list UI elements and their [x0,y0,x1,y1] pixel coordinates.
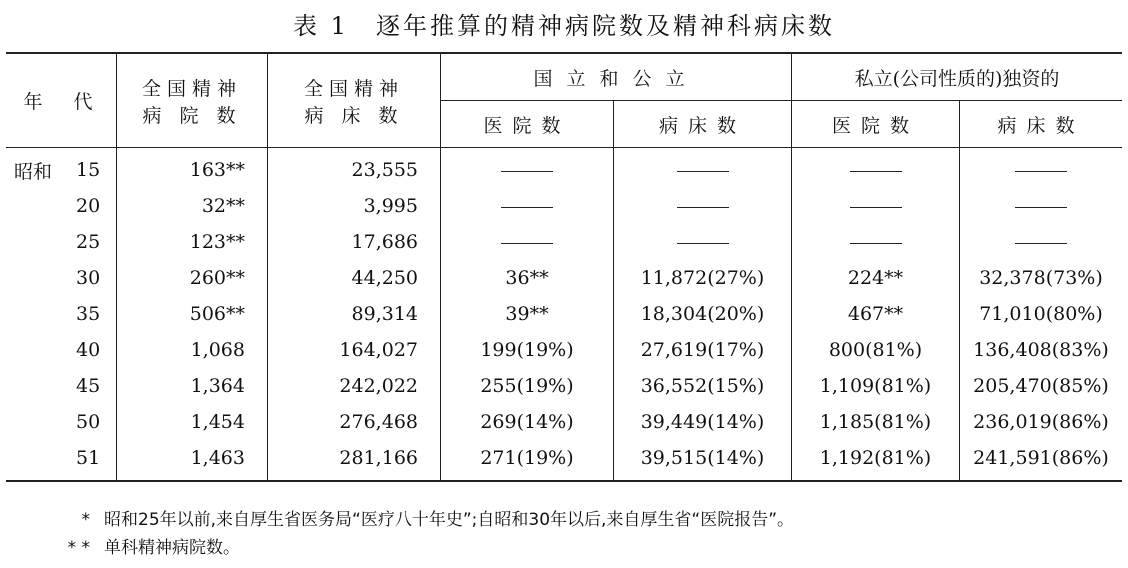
cell-beds-total: 164,027 [268,332,441,368]
cell-private-beds: 32,378(73%) [960,260,1123,296]
cell-hospitals-total: 260** [117,260,268,296]
header-year [6,53,117,148]
table-row [6,368,1122,404]
cell-hospitals-total: 1,364 [117,368,268,404]
cell-hospitals-total: 123** [117,224,268,260]
cell-public-beds: 39,515(14%) [614,440,792,481]
header-beds-total [268,53,441,148]
header-public-group: 国立和公立 [441,53,792,101]
cell-year: 15 [76,159,101,181]
cell-era [6,260,76,296]
cell-beds-total: 44,250 [268,260,441,296]
table-row [6,440,1122,481]
cell-beds-total: 281,166 [268,440,441,481]
footnote-1-text: 昭和25年以前,来自厚生省医务局“医疗八十年史”;自昭和30年以后,来自厚生省“医院报告”。 [104,510,795,530]
cell-private-beds: 241,591(86%) [960,440,1123,481]
cell-hospitals-total: 506** [117,296,268,332]
cell-era: 昭和 [14,160,53,183]
cell-public-beds [614,188,792,224]
cell-public-hospitals [441,188,614,224]
cell-beds-total: 23,555 [268,148,441,189]
footnote-2 [0,534,1128,562]
cell-public-hospitals: 269(14%) [441,404,614,440]
cell-public-beds: 36,552(15%) [614,368,792,404]
dash-mark [501,207,553,208]
header-private-hospitals: 医院数 [792,101,960,148]
cell-beds-total: 89,314 [268,296,441,332]
cell-public-hospitals: 271(19%) [441,440,614,481]
cell-year: 45 [76,375,101,397]
cell-year: 40 [76,339,101,361]
header-public-beds: 病床数 [614,101,792,148]
cell-private-beds [960,224,1123,260]
header-hospitals-total-line1: 全国精神 [141,77,242,100]
cell-private-hospitals: 1,192(81%) [792,440,960,481]
table-row [6,260,1122,296]
cell-private-beds: 205,470(85%) [960,368,1123,404]
data-table-container [6,52,1122,482]
cell-era [6,404,76,440]
header-public-hospitals: 医院数 [441,101,614,148]
cell-private-beds: 236,019(86%) [960,404,1123,440]
header-hospitals-total-line2: 病 院 数 [142,104,242,127]
header-private-group: 私立(公司性质的)独资的 [792,53,1123,101]
table-row [6,296,1122,332]
cell-hospitals-total: 32** [117,188,268,224]
cell-era [6,368,76,404]
table-header [6,53,1122,148]
cell-era [6,440,76,481]
cell-private-hospitals: 1,109(81%) [792,368,960,404]
footnotes [0,506,1128,562]
cell-year: 25 [76,231,101,253]
cell-private-hospitals: 224** [792,260,960,296]
header-hospitals-total [117,53,268,148]
cell-private-beds [960,188,1123,224]
cell-beds-total: 242,022 [268,368,441,404]
header-beds-total-line1: 全国精神 [303,77,404,100]
cell-public-hospitals [441,148,614,189]
dash-mark [1015,171,1067,172]
footnote-1-mark: * [81,510,90,530]
footnote-1 [0,506,1128,534]
dash-mark [1015,243,1067,244]
cell-public-beds: 27,619(17%) [614,332,792,368]
cell-private-hospitals [792,148,960,189]
cell-year: 51 [76,440,117,481]
cell-year: 20 [76,195,101,217]
cell-year: 30 [76,267,101,289]
cell-public-hospitals: 255(19%) [441,368,614,404]
header-beds-total-line2: 病 床 数 [304,104,404,127]
cell-beds-total: 276,468 [268,404,441,440]
cell-beds-total: 3,995 [268,188,441,224]
dash-mark [501,243,553,244]
cell-public-beds: 39,449(14%) [614,404,792,440]
dash-mark [1015,207,1067,208]
cell-era [6,188,76,224]
cell-era [6,332,76,368]
cell-public-hospitals: 36** [441,260,614,296]
dash-mark [850,243,902,244]
cell-hospitals-total: 1,068 [117,332,268,368]
cell-hospitals-total: 163** [117,148,268,189]
cell-hospitals-total: 1,463 [117,440,268,481]
dash-mark [501,171,553,172]
cell-private-hospitals [792,224,960,260]
cell-era [6,224,76,260]
cell-public-beds: 18,304(20%) [614,296,792,332]
cell-era [6,296,76,332]
table-row [6,404,1122,440]
cell-public-beds [614,224,792,260]
cell-public-beds: 11,872(27%) [614,260,792,296]
cell-public-hospitals [441,224,614,260]
header-private-beds: 病床数 [960,101,1123,148]
psychiatric-hospitals-table [6,52,1122,482]
header-year-label: 年 代 [23,91,99,113]
cell-year: 35 [76,303,101,325]
cell-hospitals-total: 1,454 [117,404,268,440]
table-body [6,148,1122,482]
cell-public-hospitals: 39** [441,296,614,332]
table-row [6,332,1122,368]
cell-public-hospitals: 199(19%) [441,332,614,368]
cell-private-hospitals [792,188,960,224]
cell-private-hospitals: 800(81%) [792,332,960,368]
table-row [6,224,1122,260]
cell-private-beds [960,148,1123,189]
table-title: 表 1 逐年推算的精神病院数及精神科病床数 [293,12,835,40]
cell-private-beds: 136,408(83%) [960,332,1123,368]
footnote-2-text: 单科精神病院数。 [104,538,240,558]
table-row [6,148,1122,189]
dash-mark [850,207,902,208]
cell-year: 50 [76,411,101,433]
cell-private-hospitals: 1,185(81%) [792,404,960,440]
dash-mark [677,207,729,208]
dash-mark [850,171,902,172]
dash-mark [677,171,729,172]
dash-mark [677,243,729,244]
cell-private-hospitals: 467** [792,296,960,332]
table-row [6,188,1122,224]
cell-public-beds [614,148,792,189]
footnote-2-mark: * * [67,538,90,558]
cell-beds-total: 17,686 [268,224,441,260]
cell-private-beds: 71,010(80%) [960,296,1123,332]
